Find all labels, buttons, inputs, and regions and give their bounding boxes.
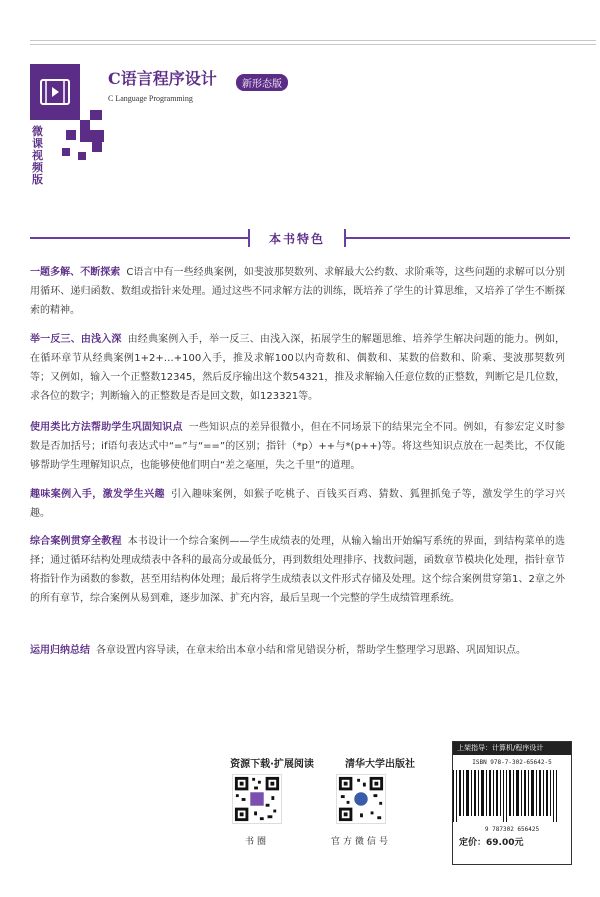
feature-item <box>30 418 565 475</box>
feature-title: 综合案例贯穿全教程 <box>30 536 122 547</box>
feature-text: 各章设置内容导读，在章末给出本章小结和常见错误分析，帮助学生整理学习思路、巩固知识点。 <box>96 645 526 656</box>
isbn-block <box>452 741 572 865</box>
book-title: C语言程序设计 <box>108 69 217 88</box>
qr-code-shuquan[interactable] <box>232 774 282 824</box>
feature-item <box>30 532 565 608</box>
resource-label: 资源下载·扩展阅读 <box>230 759 314 770</box>
features-heading: 本书特色 <box>248 229 346 247</box>
side-label: 微课视频版 <box>32 125 43 186</box>
feature-title: 运用归纳总结 <box>30 645 90 656</box>
book-english-title: C Language Programming <box>108 94 193 103</box>
divider-right <box>346 237 570 239</box>
qr-code-wechat[interactable] <box>336 774 386 824</box>
feature-item <box>30 485 565 523</box>
isbn-number: ISBN 978-7-302-65642-5 <box>472 759 552 766</box>
video-play-icon <box>40 79 70 105</box>
price-label: 定价：69.00元 <box>459 838 524 848</box>
top-rule <box>30 44 596 45</box>
feature-text: 一些知识点的差异很微小，但在不同场景下的结果完全不同。例如，有参宏定义时参数是否加括号；if语句表达式中“=”与“==”的区别；指针（*p）++与*(p++)等。将这些知识点放在一起类比，不仅能够帮助学生理解知识点，也能够使他们明白“差之毫厘，失之千里”的道理。 <box>30 422 566 471</box>
publisher-label: 清华大学出版社 <box>345 759 415 770</box>
logo-block <box>30 64 80 120</box>
feature-item <box>30 330 565 406</box>
feature-title: 使用类比方法帮助学生巩固知识点 <box>30 422 183 433</box>
category-label: 上架指导：计算机/程序设计 <box>453 742 571 755</box>
top-rule <box>30 40 596 41</box>
feature-item <box>30 641 565 660</box>
feature-text: 引入趣味案例，如猴子吃桃子、百钱买百鸡、猜数、狐狸抓兔子等，激发学生的学习兴趣。 <box>30 489 566 519</box>
feature-item <box>30 263 565 320</box>
barcode-digits: 9 787302 656425 <box>484 826 540 833</box>
qr-caption-right: 官方微信号 <box>330 837 391 847</box>
feature-text: C语言中有一些经典案例，如斐波那契数列、求解最大公约数、求阶乘等，这些问题的求解可以分别用循环、递归函数、数组或指针来处理。通过这些不同求解方法的训练，既培养了学生的计算思维，又培养了学生不断探索的精神。 <box>30 267 566 316</box>
feature-title: 一题多解、不断探索 <box>30 267 121 278</box>
qr-caption-left: 书圈 <box>244 837 269 847</box>
divider-left <box>30 237 248 239</box>
barcode <box>453 770 557 822</box>
feature-text: 由经典案例入手，举一反三、由浅入深，拓展学生的解题思维、培养学生解决问题的能力。例如，在循环章节从经典案例1+2+…+100入手，推及求解100以内奇数和、偶数和、某数的倍数和、阶乘、斐波那契数列等；又例如，输入一个正整数12345，然后反序输出这个数54321，推及求解输入任意位数的正整数，判断它是几位数，求各位的数字；判断输入的正整数是否是回文数，如123321等。 <box>30 334 566 402</box>
feature-title: 举一反三、由浅入深 <box>30 334 122 345</box>
feature-text: 本书设计一个综合案例——学生成绩表的处理，从输入输出开始编写系统的界面，到结构菜单的选择；通过循环结构处理成绩表中各科的最高分或最低分，再到数组处理排序、找数问题，函数章节模块化处理，指针章节将指针作为函数的参数，甚至用结构体处理；最后将学生成绩表以文件形式存储及处理。这个综合案例贯穿第1、2章之外的所有章节，综合案例从易到难，逐步加深、扩充内容，最后呈现一个完整的学生成绩管理系统。 <box>30 536 566 604</box>
feature-title: 趣味案例入手，激发学生兴趣 <box>30 489 165 500</box>
edition-badge: 新形态版 <box>236 74 288 91</box>
